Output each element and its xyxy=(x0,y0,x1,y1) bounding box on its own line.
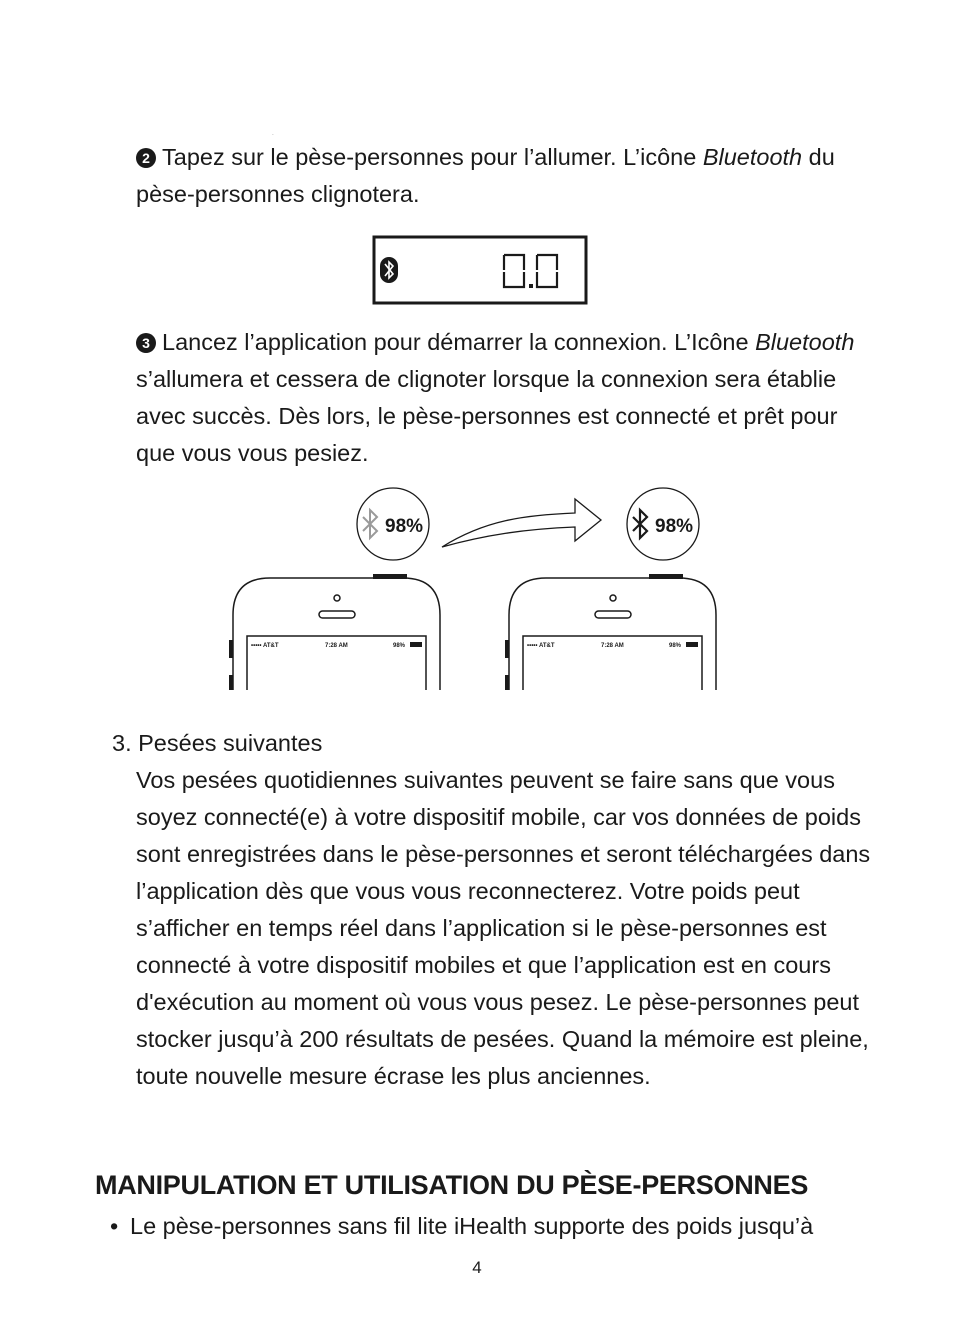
section-3-body: Vos pesées quotidiennes suivantes peuvent se faire sans que vous soyez connecté(e) à votre dispositif mobile, car vos données de poids sont enregistrées dans le pèse-personnes et seront téléchargées dans l’application dès que vous vous reconnecterez. Votre poids peut s’afficher en temps réel dans l’application si le pèse-personnes est connecté à votre dispositif mobiles et que l’application est en cours d'exécution au moment où vous vous pesez. Le pèse-personnes peut stocker jusqu’à 200 résultats de pesées. Quand la mémoire est pleine, toute nouvelle mesure écrase les plus anciennes. xyxy=(136,767,871,1089)
phones-illustration xyxy=(225,485,725,690)
section-heading: MANIPULATION ET UTILISATION DU PÈSE-PERSONNES xyxy=(95,1170,809,1200)
arrow-icon xyxy=(442,499,601,547)
step-3-italic: Bluetooth xyxy=(755,329,855,355)
svg-text:98%: 98% xyxy=(669,643,682,649)
page-number: 4 xyxy=(472,1258,482,1277)
step-2-text-end: du pèse-personnes clignotera. xyxy=(136,144,835,207)
step-3-text-end: s’allumera et cessera de clignoter lorsque la connexion sera établie avec succès. Dès lors, le pèse-personnes est connecté et prêt pour que vous vous pesiez. xyxy=(136,366,838,466)
svg-text:7:28 AM: 7:28 AM xyxy=(601,643,624,649)
step-3-text: Lancez l’application pour démarrer la connexion. L’Icône xyxy=(162,329,756,355)
bullet-symbol: • xyxy=(110,1213,119,1239)
bullet-item xyxy=(110,1208,813,1245)
step-2-text: Tapez sur le pèse-personnes pour l’allumer. L’icône xyxy=(162,144,703,170)
step-number-badge: 2 xyxy=(136,148,156,168)
phone-left xyxy=(229,574,440,690)
svg-text:98%: 98% xyxy=(385,516,424,537)
step-3-paragraph xyxy=(136,324,876,472)
step-2-italic: Bluetooth xyxy=(702,144,803,170)
bullet-text: Le pèse-personnes sans fil lite iHealth supporte des poids jusqu’à xyxy=(130,1213,814,1239)
battery-zoom-left xyxy=(357,488,429,560)
phone-right xyxy=(505,574,716,690)
display-reading: 0.0 xyxy=(272,135,274,136)
battery-zoom-right xyxy=(627,488,699,560)
svg-text:98%: 98% xyxy=(393,643,406,649)
svg-text:••••• AT&T: ••••• AT&T xyxy=(527,643,555,649)
section-3-label: 3. Pesées suivantes xyxy=(112,730,323,756)
step-2-paragraph xyxy=(136,139,876,213)
status-bar-right xyxy=(527,642,698,649)
svg-text:••••• AT&T: ••••• AT&T xyxy=(251,643,279,649)
status-bar-left xyxy=(251,642,422,649)
step-number-badge: 3 xyxy=(136,333,156,353)
bluetooth-icon xyxy=(380,257,398,283)
svg-text:7:28 AM: 7:28 AM xyxy=(325,643,348,649)
svg-text:98%: 98% xyxy=(655,516,694,537)
